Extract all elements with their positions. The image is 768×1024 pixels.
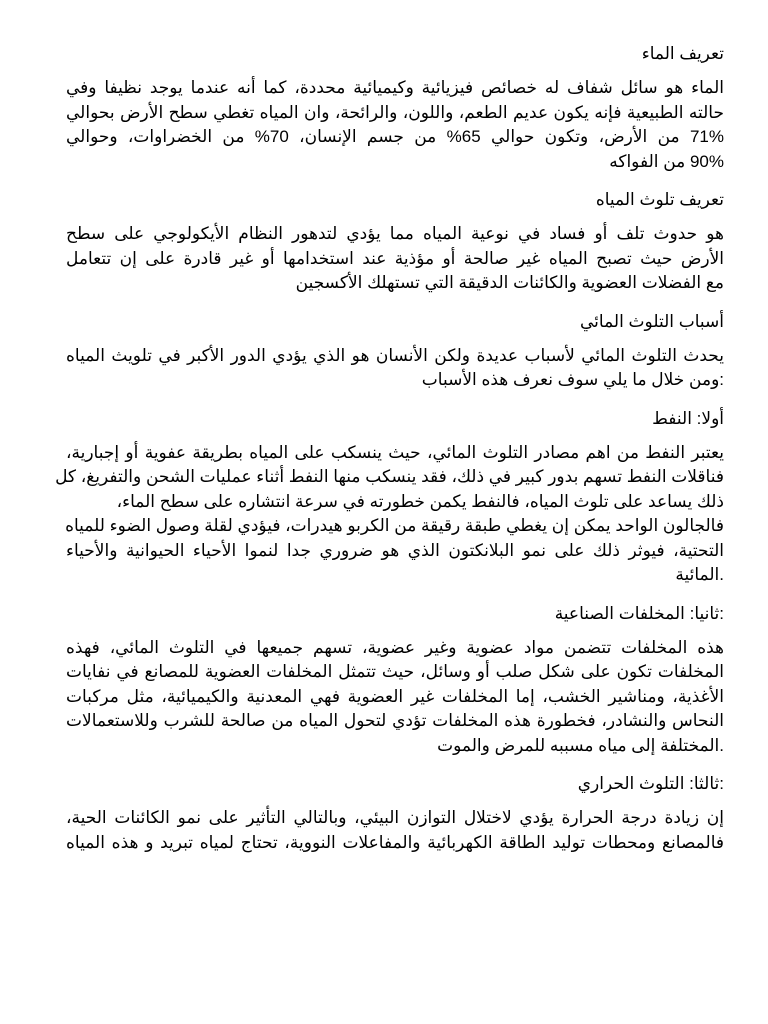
text-line: فالجالون الواحد يمكن إن يغطي طبقة رقيقة من الكربو هيدرات، فيؤدي لقلة وصول الضوء للمياه (65, 516, 724, 535)
text-line: إن زيادة درجة الحرارة يؤدي لاختلال التوازن البيئي، وبالتالي التأثير على نمو الكائنات الحية، (66, 808, 724, 827)
text-line: 71% من الأرض، وتكون حوالي 65% من جسم الإنسان، 70% من الخضراوات، وحوالي (66, 127, 724, 146)
text-line: التحتية، فيوثر ذلك على نمو البلانكتون الذي هو ضروري جدا لنموا الأحياء الحيوانية والأحياء (66, 540, 724, 560)
paragraph-water-definition (66, 76, 724, 174)
text-line: فناقلات النفط تسهم بدور كبير في ذلك، فقد ينسكب منها النفط أثناء عمليات الشحن والتفريغ، كل (55, 467, 724, 486)
document-page (55, 40, 724, 855)
text-line: :ومن خلال ما يلي سوف نعرف هذه الأسباب (421, 370, 724, 389)
section-heading-water-definition: تعريف الماء (641, 44, 724, 63)
section-heading-industrial-waste: :ثانيا: المخلفات الصناعية (554, 603, 724, 623)
section-heading-pollution-causes: أسباب التلوث المائي (580, 311, 724, 331)
text-line: ذلك يساعد على تلوث المياه، فالنفط يكمن خطورته في سرعة انتشاره على سطح الماء، (116, 491, 724, 511)
text-line: يعتبر النفط من اهم مصادر التلوث المائي، حيث ينسكب على المياه بطريقة عفوية أو إجبارية، (66, 442, 724, 462)
text-line: فالمصانع ومحطات توليد الطاقة الكهربائية والمفاعلات النووية، تحتاج لمياه تبريد و هذه المياه (66, 832, 724, 852)
section-heading-oil: أولا: النفط (652, 408, 724, 428)
text-line: الماء هو سائل شفاف له خصائص فيزيائية وكيميائية محددة، كما أنه عندما يوجد نظيفا وفي (66, 78, 724, 97)
paragraph-oil (55, 441, 724, 588)
text-line: الأغذية، ومناشير الخشب، إما المخلفات غير العضوية فهي المعدنية والكيميائية، مثل مركبات (66, 686, 724, 706)
paragraph-water-pollution-definition (66, 222, 724, 296)
text-line: 90% من الفواكه (609, 151, 724, 171)
text-line: يحدث التلوث المائي لأسباب عديدة ولكن الأنسان هو الذي يؤدي الدور الأكبر في تلويث المياه (66, 345, 724, 365)
text-line: حالته الطبيعية فإنه يكون عديم الطعم، واللون، والرائحة، وان المياه تغطي سطح الأرض بحوالي (66, 102, 724, 122)
text-line: .المختلفة إلى مياه مسببه للمرض والموت (437, 735, 724, 755)
text-line: هو حدوث تلف أو فساد في نوعية المياه مما يؤدي لتدهور النظام الأيكولوجي على سطح (66, 224, 724, 243)
section-heading-water-pollution-definition: تعريف تلوث المياه (595, 190, 724, 209)
paragraph-industrial-waste (66, 636, 724, 759)
text-line: .المائية (675, 565, 724, 584)
section-heading-thermal-pollution: :ثالثا: التلوث الحراري (577, 774, 724, 793)
text-line: مع الفضلات العضوية والكائنات الدقيقة التي تستهلك الأكسجين (295, 273, 724, 292)
text-line: هذه المخلفات تتضمن مواد عضوية وغير عضوية، تسهم جميعها في التلوث المائي، فهذه (66, 637, 724, 657)
paragraph-pollution-causes (66, 344, 724, 393)
text-line: المخلفات تكون على شكل صلب أو وسائل، حيث تتمثل المخلفات العضوية للمصانع في نفايات (66, 662, 724, 681)
paragraph-thermal-pollution (66, 806, 724, 855)
text-line: الأرض حيث تصبح المياه غير صالحة أو مؤذية عند استخدامها أو غير قادرة على إن تتعامل (66, 248, 724, 268)
text-line: النحاس والنشادر، فخطورة هذه المخلفات تؤدي لتحول المياه من صالحة للشرب وللاستعمالات (66, 711, 724, 730)
